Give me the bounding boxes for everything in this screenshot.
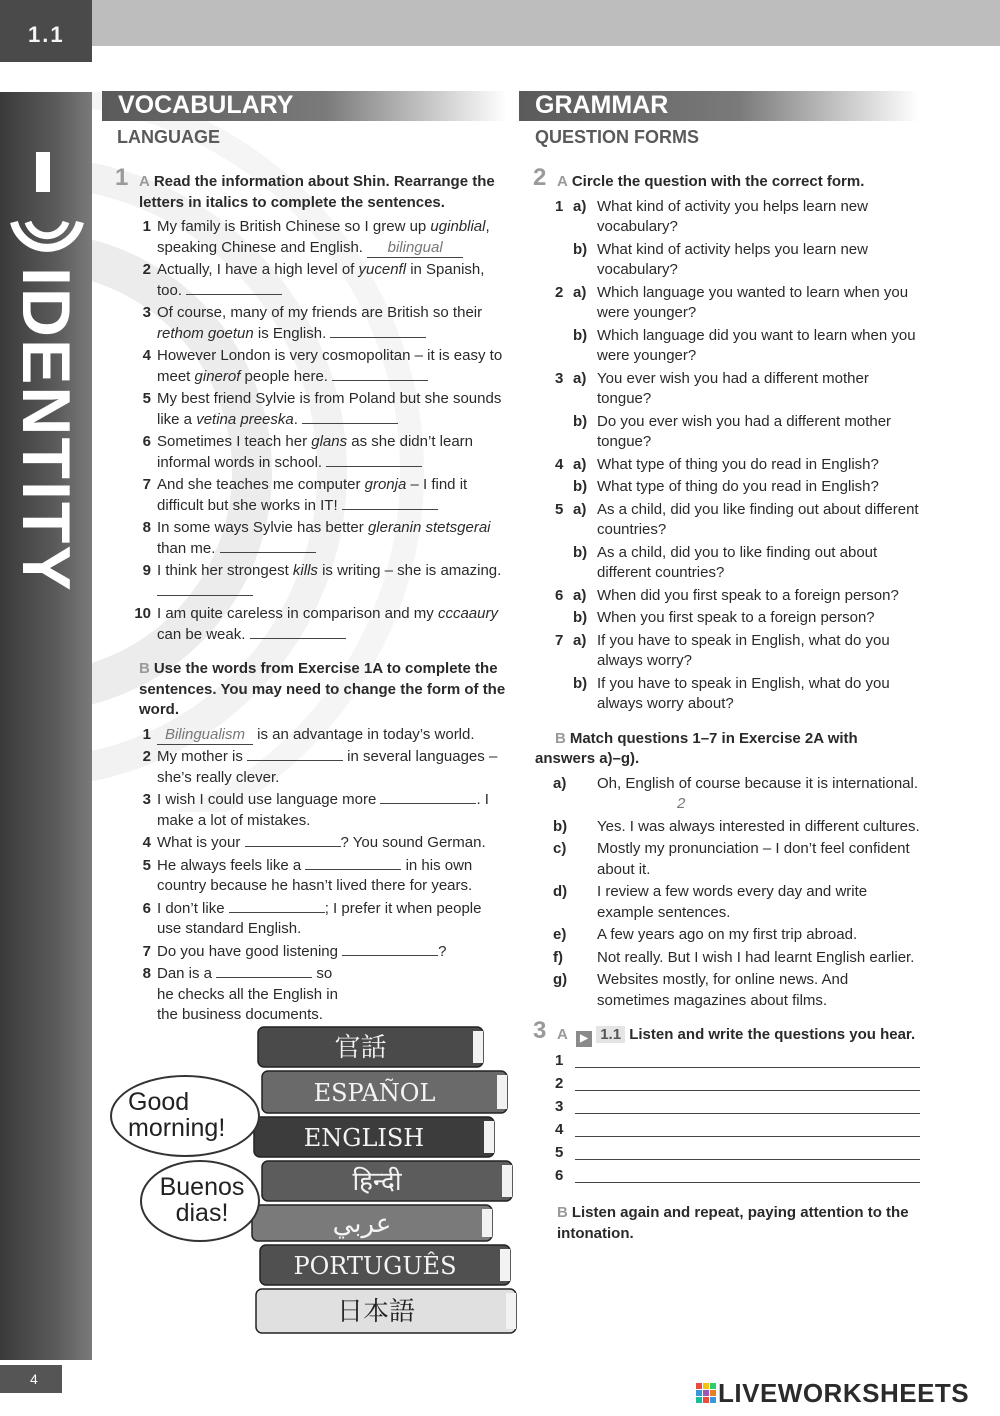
answer-field[interactable] [216,977,312,978]
item-number: 5 [555,1144,564,1161]
item-text-after: – I find it difficult but she works in IT! [157,476,468,514]
answer-text: Websites mostly, for online news. And sometimes magazines about films. [597,971,849,1009]
dictation-line [535,1143,920,1166]
vocabulary-subheading: LANGUAGE [117,127,220,147]
book-spine [260,1245,510,1285]
item-text: What is your [157,834,245,851]
books-illustration [240,1005,540,1340]
book-title: हिन्दी [352,1167,402,1197]
answer-field[interactable] [186,294,282,295]
exercise-1b-item [117,833,507,854]
vocabulary-column [115,164,507,1028]
answer-field[interactable] [220,552,316,553]
unit-spine [0,92,92,1360]
item-number: 6 [142,433,151,450]
exercise-1b-item [117,856,507,897]
answer-field[interactable] [342,509,438,510]
option-text: Which language you wanted to learn when you were younger? [597,283,909,321]
exercise-instruction: Use the words from Exercise 1A to complete the sentences. You may need to change the form of the word. [139,660,506,718]
exercise-1b-item [117,899,507,940]
item-text-after: in several languages – she’s really clever. [157,748,498,786]
unit-tab [0,0,92,62]
item-number: 1 [142,218,151,235]
item-text-after: is English. [253,324,331,342]
answer-field[interactable] [330,337,426,338]
answer-field[interactable] [302,423,398,424]
item-text-after: can be weak. [157,625,250,643]
bubble-text: Buenos dias! [159,1173,245,1227]
item-text-after: people here. [240,367,333,385]
item-text: I am quite careless in comparison and my [157,605,438,622]
question-option-b[interactable] [535,543,920,584]
exercise-1b-item [117,942,507,963]
exercise-1a-item [117,518,507,559]
exercise-1b-item [117,725,507,746]
option-letter: b) [573,412,588,430]
item-text-after: is an advantage in today’s world. [253,725,475,743]
item-number: 2 [142,261,151,278]
answer-item [535,774,920,815]
item-number: 1 [555,197,564,215]
book-pages [506,1293,516,1329]
answer-field[interactable] [332,380,428,381]
answer-text: I review a few words every day and write example sentences. [597,883,868,921]
option-letter: a) [573,500,587,518]
exercise-1a-list [117,217,507,645]
exercise-1a-item [117,260,507,301]
liveworksheets-logo-icon [696,1383,716,1405]
item-text: I wish I could use language more [157,791,381,808]
scrambled-word: ginerof [194,367,241,385]
exercise-letter: B [555,729,566,747]
item-number: 5 [142,856,151,874]
question-option-a[interactable] [535,586,920,607]
answer-field[interactable] [326,466,422,467]
vocabulary-heading: VOCABULARY [102,91,507,121]
scrambled-word: kills [292,562,318,579]
answer-field[interactable] [157,595,253,596]
exercise-1a-item [117,475,507,516]
question-option-b[interactable] [535,326,920,367]
exercise-2b-list [535,774,920,1012]
question-option-b[interactable] [535,674,920,715]
answer-field[interactable] [247,760,343,761]
item-text: However London is very cosmopolitan – it is easy to meet [157,347,503,385]
top-bar [0,0,1000,46]
option-text: What kind of activity you helps learn new vocabulary? [597,197,868,235]
option-text: As a child, did you like finding out about different countries? [597,500,919,538]
item-text: I think her strongest [157,562,293,579]
item-text: In some ways Sylvie has better [157,519,368,536]
answer-field[interactable] [229,912,325,913]
exercise-1a-item [117,303,507,344]
writing-line[interactable] [575,1136,920,1137]
item-number: 6 [555,1167,564,1184]
item-number: 7 [142,476,151,493]
exercise-instruction: Match questions 1–7 in Exercise 2A with answers a)–g). [535,729,858,767]
question-option-a[interactable] [535,500,920,541]
book-spine [262,1161,512,1201]
exercise-letter: B [557,1204,568,1221]
exercise-3a-title [533,1017,920,1047]
item-number: 2 [142,748,151,765]
option-text: When you first speak to a foreign person? [597,609,875,626]
dictation-line [535,1120,920,1143]
item-text-after: in Spanish, too. [157,261,485,299]
exercise-1b-title [117,659,507,721]
item-text-after: ? You sound German. [340,834,486,851]
answer-letter: c) [553,840,567,857]
exercise-1a-item [117,604,507,645]
item-text: I don’t like [157,899,229,917]
item-number: 7 [555,631,564,649]
scrambled-word: yucenfl [358,261,407,278]
answer-letter: d) [553,883,568,900]
item-number: 3 [142,791,151,808]
exercise-2b-title [535,729,920,770]
answer-text: Oh, English of course because it is international. [597,774,919,792]
item-number: 1 [555,1052,564,1069]
scrambled-word: uginblial [430,218,486,235]
item-text: And she teaches me computer [157,476,365,493]
item-text: Do you have good listening [157,942,343,960]
audio-play-icon[interactable]: ▶ [576,1031,592,1047]
option-letter: a) [573,283,587,301]
speech-bubble-buenos-dias [140,1160,260,1242]
answer-field[interactable]: bilingual [367,239,463,258]
option-text: Which language did you want to learn when you were younger? [597,326,916,364]
exercise-1a-item [117,389,507,430]
item-number: 2 [555,283,564,301]
speech-bubble-good-morning [110,1075,260,1157]
item-text-after: . [293,410,303,428]
exercise-3a-lines [535,1051,920,1189]
item-text: Of course, many of my friends are British so their [157,304,483,321]
book-spine [252,1205,492,1241]
answer-text: Not really. But I wish I had learnt English earlier. [597,948,915,966]
item-text-after: as she didn’t learn informal words in school. [157,433,474,471]
answer-text: Mostly my pronunciation – I don’t feel confident about it. [597,840,910,878]
exercise-1b-list [117,725,507,1026]
book-title: PORTUGUÊS [293,1252,457,1280]
item-text: My mother is [157,748,248,765]
page-number: 4 [0,1365,62,1393]
exercise-number: 2 [533,164,547,191]
item-number: 8 [142,965,151,982]
item-number: 4 [555,455,564,473]
item-text: Dan is a [157,965,217,982]
option-letter: b) [573,543,588,561]
option-text: What type of thing you do read in English? [597,455,879,473]
option-letter: a) [573,369,587,387]
item-text-after: . I make a lot of mistakes. [157,791,489,829]
item-number: 3 [555,1098,564,1115]
book-spine [256,1289,516,1333]
answer-field[interactable] [245,846,341,847]
question-option-b[interactable] [535,412,920,453]
answer-field[interactable]: Bilingualism [157,726,253,745]
writing-line[interactable] [575,1159,920,1160]
option-text: Do you ever wish you had a different mother tongue? [597,412,892,450]
option-letter: a) [573,455,587,473]
exercise-1b-item [117,790,507,831]
item-number: 8 [142,519,151,536]
writing-line[interactable] [575,1067,920,1068]
item-text: My best friend Sylvie is from Poland but she sounds like a [157,390,502,428]
question-option-a[interactable] [535,197,920,238]
audio-track: 1.1 [596,1026,625,1043]
book-pages [484,1121,494,1153]
option-letter: a) [573,631,587,649]
exercise-instruction: Listen again and repeat, paying attention to the intonation. [557,1204,909,1242]
exercise-instruction: Listen and write the questions you hear. [629,1026,916,1043]
grammar-column [533,164,920,1248]
exercise-number: 1 [115,164,129,191]
answer-text: A few years ago on my first trip abroad. [597,926,858,943]
exercise-letter: A [139,173,150,190]
item-text: Sometimes I teach her [157,433,312,450]
dictation-line [535,1166,920,1189]
answer-letter: b) [553,817,568,835]
option-letter: b) [573,674,588,692]
exercise-1a-item [117,561,507,602]
answer-field[interactable] [305,869,401,870]
book-pages [502,1165,512,1197]
exercise-letter: A [557,1026,568,1043]
item-number: 1 [142,725,151,743]
item-number: 6 [142,899,151,917]
book-title: عربي [332,1209,392,1239]
answer-item [535,948,920,969]
question-option-a[interactable] [535,369,920,410]
scrambled-word: glans [311,433,348,450]
book-title: 日本語 [336,1297,416,1327]
question-option-b[interactable] [535,608,920,629]
dictation-line [535,1097,920,1120]
option-letter: a) [573,197,587,215]
book-pages [473,1031,483,1063]
scrambled-word: vetina preeska [196,410,294,428]
book-pages [497,1075,507,1109]
option-text: What kind of activity helps you learn new vocabulary? [597,240,868,278]
question-option-a[interactable] [535,631,920,672]
item-text-after: ; I prefer it when people use standard English. [157,899,482,937]
option-letter: b) [573,609,588,626]
question-option-a[interactable] [535,455,920,476]
book-pages [500,1249,510,1281]
item-number: 3 [142,304,151,321]
answer-letter: f) [553,948,563,966]
scrambled-word: cccaaury [437,605,498,622]
exercise-1b-item [117,747,507,788]
book-spine [262,1071,507,1113]
item-number: 4 [555,1121,564,1138]
book-pages [482,1209,492,1237]
answer-text: Yes. I was always interested in different cultures. [597,817,920,835]
book-spine [254,1117,494,1157]
unit-title: IDENTITY [8,267,84,593]
answer-item [535,817,920,838]
item-text-after: ? [438,942,447,960]
option-text: As a child, did you to like finding out about different countries? [597,543,878,581]
match-answer-field[interactable]: 2 [677,795,686,812]
answer-field[interactable] [380,803,476,804]
item-number: 4 [142,834,151,851]
item-text-after: in his own country because he hasn’t lived there for years. [157,856,473,894]
item-number: 3 [555,369,564,387]
item-number: 5 [142,390,151,407]
item-number: 10 [134,605,151,622]
answer-letter: a) [553,774,567,792]
grammar-heading: GRAMMAR [519,91,919,121]
answer-letter: e) [553,926,567,943]
exercise-2a-list [535,197,920,715]
exercise-number: 3 [533,1017,547,1044]
exercise-2a-title [533,164,920,193]
answer-field[interactable] [342,955,438,956]
grammar-subheading: QUESTION FORMS [535,127,700,147]
item-number: 6 [555,586,564,604]
brand-name: LIVEWORKSHEETS [718,1378,970,1408]
option-text: What type of thing do you read in English? [597,478,879,495]
item-text: My family is British Chinese so I grew up [157,218,431,235]
book-title: ENGLISH [303,1124,425,1152]
item-text-after: than me. [157,539,220,557]
bubble-text: Good morning! [128,1088,226,1142]
option-letter: b) [573,240,588,258]
answer-item [535,882,920,923]
book-title: ESPAÑOL [313,1079,436,1107]
answer-letter: g) [553,971,568,988]
question-option-b[interactable] [535,477,920,498]
item-number: 5 [555,500,564,518]
option-text: If you have to speak in English, what do you always worry? [597,631,890,669]
item-text: He always feels like a [157,856,306,874]
answer-field[interactable] [250,638,346,639]
exercise-3b-title [535,1203,920,1244]
item-number: 4 [142,347,151,364]
item-text-after: is writing – she is amazing. [317,562,502,579]
exercise-1a-item [117,217,507,258]
answer-item [535,925,920,946]
item-text-after: so he checks all the English in the business documents. [157,965,338,1023]
question-option-b[interactable] [535,240,920,281]
answer-item [535,839,920,880]
writing-line[interactable] [575,1090,920,1091]
option-text: When did you first speak to a foreign person? [597,586,899,604]
option-letter: b) [573,478,588,495]
option-letter: b) [573,326,588,344]
answer-item [535,970,920,1011]
item-number: 9 [142,562,151,579]
option-text: You ever wish you had a different mother tongue? [597,369,869,407]
writing-line[interactable] [575,1113,920,1114]
exercise-1a-title [115,164,507,213]
dictation-line [535,1074,920,1097]
dictation-line [535,1051,920,1074]
exercise-letter: B [139,660,150,677]
option-letter: a) [573,586,587,604]
exercise-letter: A [557,173,568,190]
question-option-a[interactable] [535,283,920,324]
unit-tab-label: 1.1 [28,22,65,47]
item-text: Actually, I have a high level of [157,261,359,278]
exercise-instruction: Circle the question with the correct form. [571,173,865,190]
item-text-after: , speaking Chinese and English. [157,218,490,256]
exercise-1a-item [117,346,507,387]
scrambled-word: gronja [364,476,407,493]
book-title: 官話 [334,1033,387,1063]
book-spine [258,1027,483,1067]
item-number: 2 [555,1075,564,1092]
exercise-1a-item [117,432,507,473]
item-number: 7 [142,942,151,960]
exercise-instruction: Read the information about Shin. Rearrange the letters in italics to complete the sentences. [139,173,495,211]
writing-line[interactable] [575,1182,920,1183]
option-text: If you have to speak in English, what do you always worry about? [597,674,890,712]
scrambled-word: gleranin stetsgerai [367,519,491,536]
scrambled-word: rethom goetun [157,324,254,342]
